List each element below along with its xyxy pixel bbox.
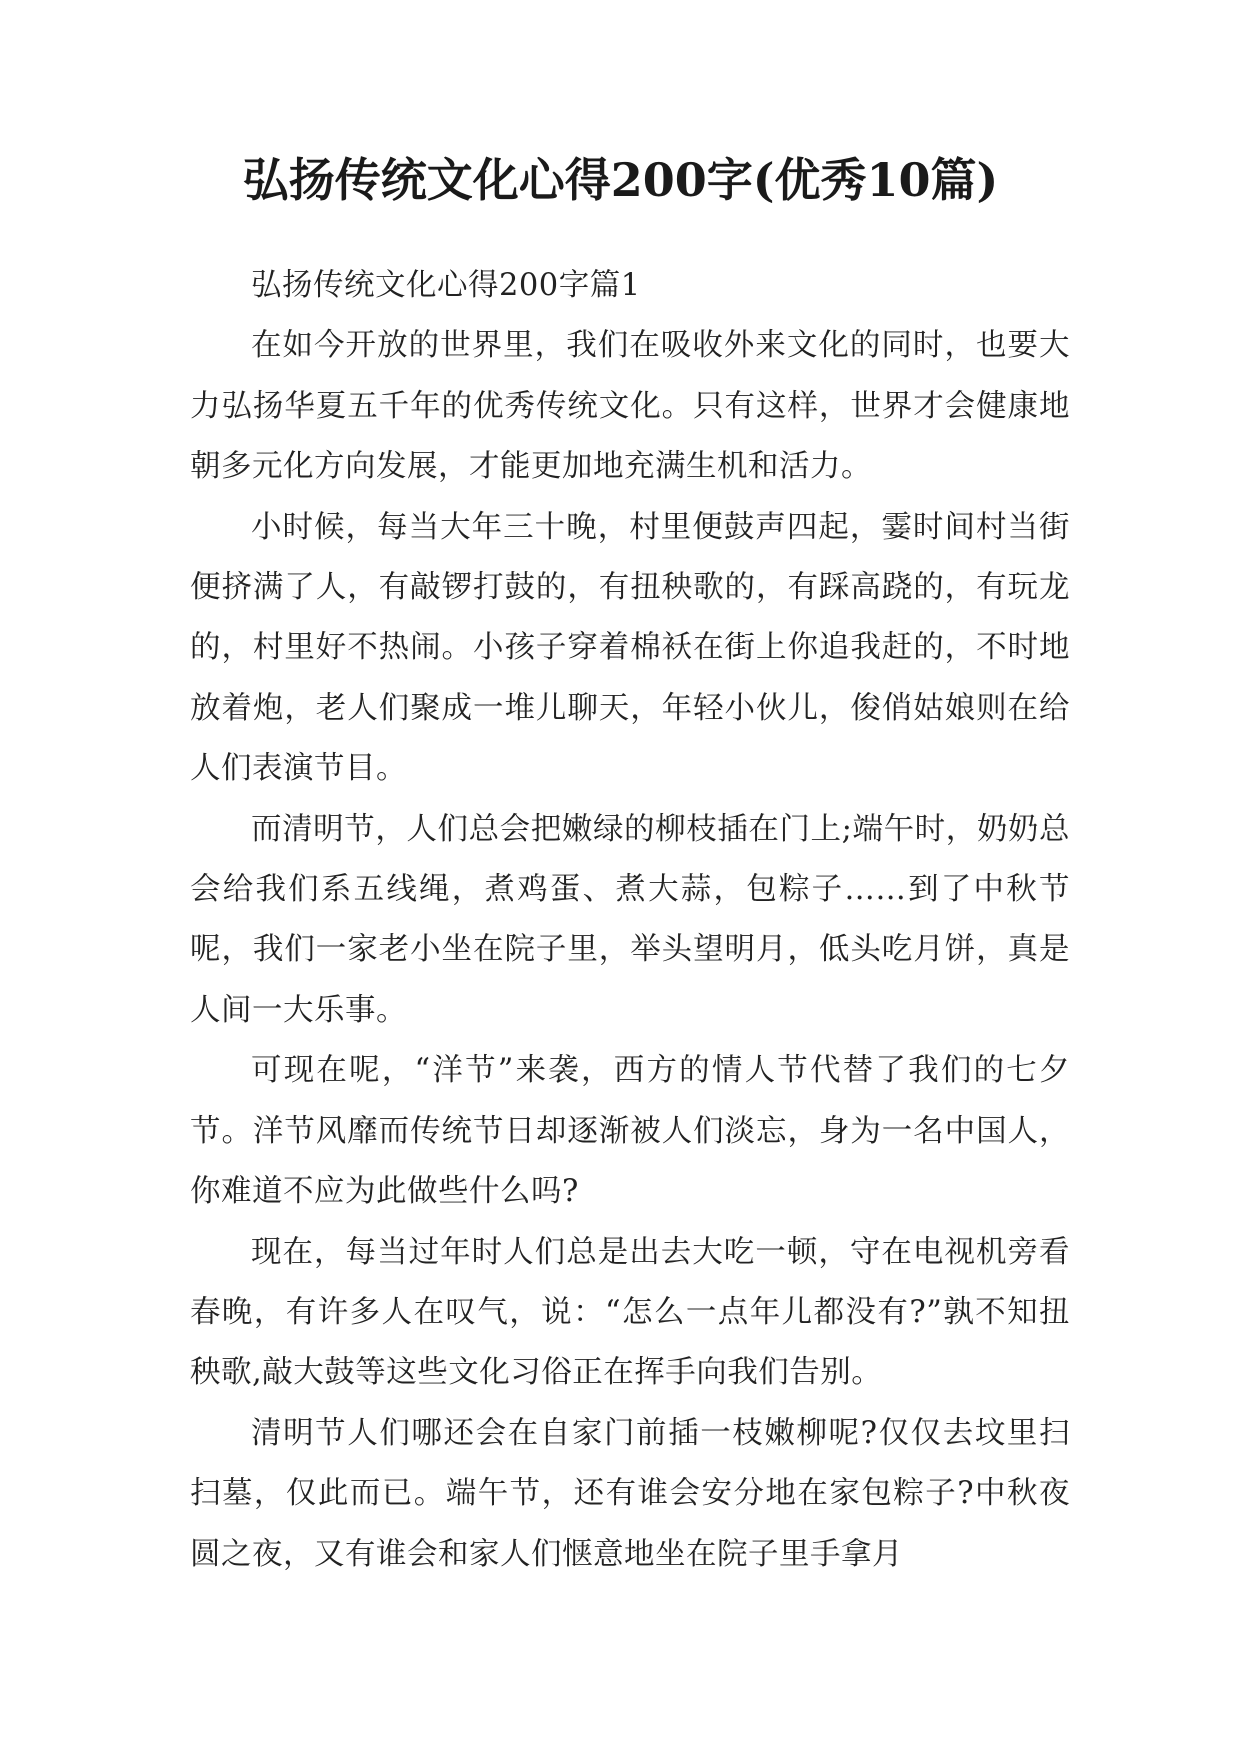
paragraph-5: 现在，每当过年时人们总是出去大吃一顿，守在电视机旁看春晚，有许多人在叹气，说：“怎么一点年儿都没有?”孰不知扭秧歌,敲大鼓等这些文化习俗正在挥手向我们告别。 [190,1234,1070,1391]
paragraph-3: 而清明节，人们总会把嫩绿的柳枝插在门上;端午时，奶奶总会给我们系五线绳，煮鸡蛋、煮大蒜，包粽子……到了中秋节呢，我们一家老小坐在院子里，举头望明月，低头吃月饼，真是人间一大乐事。 [190,811,1070,1028]
document-title: 弘扬传统文化心得200字(优秀10篇) [242,153,999,207]
paragraph-1: 在如今开放的世界里，我们在吸收外来文化的同时，也要大力弘扬华夏五千年的优秀传统文化。只有这样，世界才会健康地朝多元化方向发展，才能更加地充满生机和活力。 [190,328,1070,485]
document-body [190,256,1070,1585]
paragraph-4: 可现在呢，“洋节”来袭，西方的情人节代替了我们的七夕节。洋节风靡而传统节日却逐渐被人们淡忘，身为一名中国人，你难道不应为此做些什么吗? [190,1053,1070,1210]
section-heading: 弘扬传统文化心得200字篇1 [251,268,641,303]
paragraph-2: 小时候，每当大年三十晚，村里便鼓声四起，霎时间村当街便挤满了人，有敲锣打鼓的，有扭秧歌的，有踩高跷的，有玩龙的，村里好不热闹。小孩子穿着棉袄在街上你追我赶的，不时地放着炮，老人们聚成一堆儿聊天，年轻小伙儿，俊俏姑娘则在给人们表演节目。 [190,509,1070,787]
paragraph-6: 清明节人们哪还会在自家门前插一枝嫩柳呢?仅仅去坟里扫扫墓，仅此而已。端午节，还有谁会安分地在家包粽子?中秋夜圆之夜，又有谁会和家人们惬意地坐在院子里手拿月 [190,1415,1070,1572]
